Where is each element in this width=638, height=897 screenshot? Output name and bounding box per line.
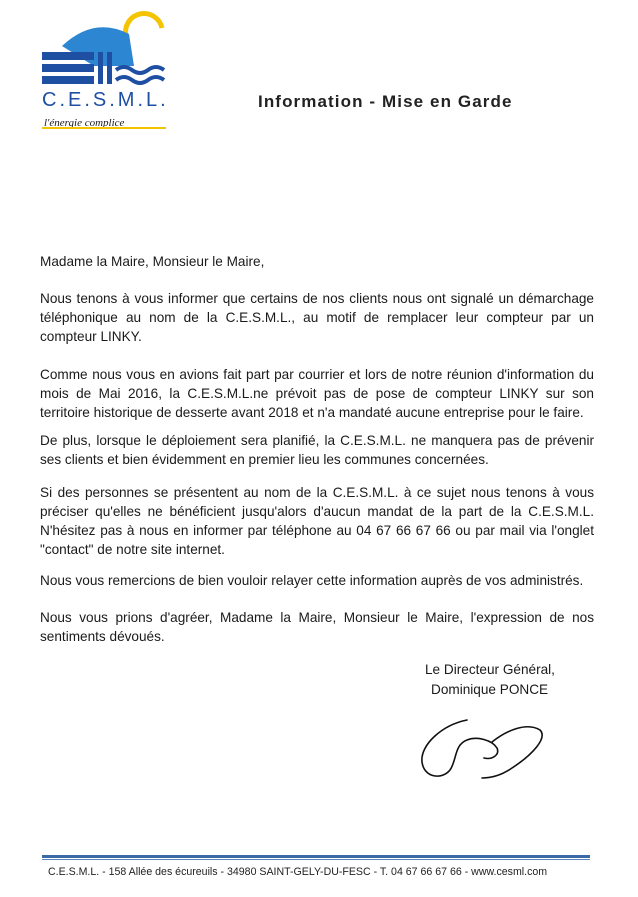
signature-stroke: [422, 720, 542, 778]
logo-graphic: [34, 6, 174, 131]
salutation: Madame la Maire, Monsieur le Maire,: [40, 254, 265, 269]
paragraph-3: De plus, lorsque le déploiement sera planifié, la C.E.S.M.L. ne manquera pas de prévenir ses clients et bien évidemment en premier lieu les communes concernées.: [40, 433, 594, 467]
logo-wave: [116, 67, 164, 73]
signoff-name: Dominique PONCE: [431, 682, 549, 697]
footer-address: C.E.S.M.L. - 158 Allée des écureuils - 34980 SAINT-GELY-DU-FESC - T. 04 67 66 67 66 - www.cesml.com: [48, 866, 548, 878]
paragraph-2: Comme nous vous en avions fait part par courrier et lors de notre réunion d'information du mois de Mai 2016, la C.E.S.M.L.ne prévoit pas de pose de compteur LINKY sur son territoire historique de desserte avant 2018 et n'a mandaté aucune entreprise pour le faire.: [40, 367, 594, 420]
sun-arc: [126, 14, 162, 36]
logo-pylon: [107, 52, 112, 84]
paragraph-5: Nous vous remercions de bien vouloir relayer cette information auprès de vos administrés.: [40, 573, 584, 588]
logo-pylon: [98, 52, 103, 84]
paragraph-6: Nous vous prions d'agréer, Madame la Maire, Monsieur le Maire, l'expression de nos sentiments dévoués.: [40, 610, 594, 644]
logo-wave: [116, 77, 164, 83]
handwritten-signature: [412, 700, 552, 785]
footer-rule-thin: [42, 859, 590, 860]
footer-rule: [42, 855, 590, 858]
paragraph-4: Si des personnes se présentent au nom de la C.E.S.M.L. à ce sujet nous tenons à vous préciser qu'elles ne bénéficient jusqu'alors d'aucun mandat de la part de la C.E.S.M.L. N'hésitez pas à nous en informer par téléphone au 04 67 66 67 66 ou par mail via l'onglet "contact" de notre site internet.: [40, 485, 594, 557]
logo-tagline: l'énergie complice: [44, 117, 125, 129]
logo-stripe: [42, 76, 94, 84]
logo-wordmark: C.E.S.M.L.: [42, 89, 169, 111]
paragraph-1: Nous tenons à vous informer que certains de nos clients nous ont signalé un démarchage téléphonique au nom de la C.E.S.M.L., au motif de remplacer leur compteur par un compteur LINKY.: [40, 291, 594, 344]
cesml-logo: [34, 6, 174, 131]
logo-stripe: [42, 64, 94, 72]
signoff-role: Le Directeur Général,: [425, 662, 555, 677]
logo-stripe: [42, 52, 94, 60]
document-title: Information - Mise en Garde: [258, 92, 513, 111]
